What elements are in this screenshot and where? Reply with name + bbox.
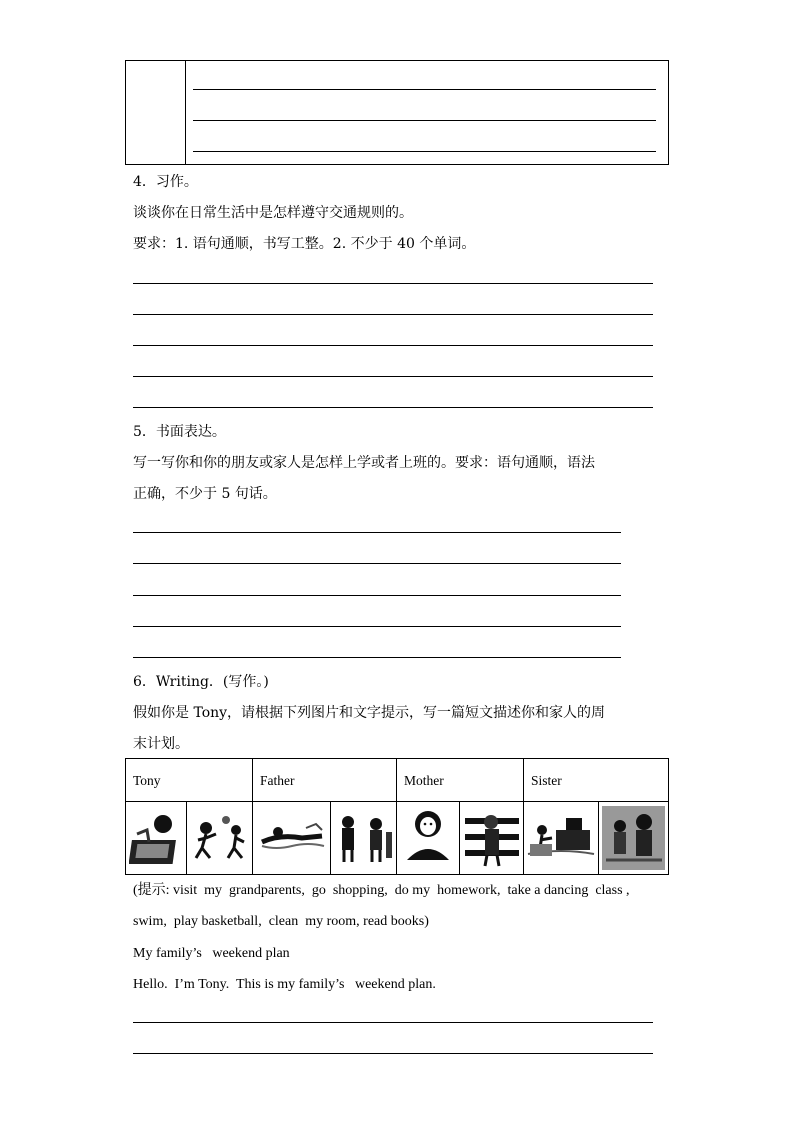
col-divider <box>252 758 253 875</box>
writing-line <box>133 1022 653 1023</box>
answer-table-divider <box>185 60 186 165</box>
q4-requirement: 要求：1. 语句通顺，书写工整。2. 不少于 40 个单词。 <box>133 236 476 252</box>
header-tony: Tony <box>133 773 161 788</box>
q6-prompt-line1: 假如你是 Tony，请根据下列图片和文字提示，写一篇短文描述你和家人的周 <box>133 705 606 721</box>
header-mother: Mother <box>404 773 444 788</box>
shopping-icon <box>526 804 596 872</box>
q6-hint-line2: swim, play basketball, clean my room, read books) <box>133 914 429 929</box>
answer-line <box>193 151 656 152</box>
swimming-icon <box>256 804 328 872</box>
woman-portrait-icon <box>399 804 457 872</box>
essay-title: My family’s weekend plan <box>133 946 290 961</box>
tablet-reading-icon <box>129 804 184 872</box>
writing-line <box>133 345 653 346</box>
header-father: Father <box>260 773 295 788</box>
q6-hint-line1: (提示: visit my grandparents, go shopping, do my homework, take a dancing class , <box>133 883 630 898</box>
writing-line <box>133 1053 653 1054</box>
essay-start: Hello. I’m Tony. This is my family’s weekend plan. <box>133 977 436 992</box>
q5-prompt-line1: 写一写你和你的朋友或家人是怎样上学或者上班的。要求：语句通顺，语法 <box>133 455 595 471</box>
sub-col-divider <box>459 801 460 875</box>
writing-line <box>133 657 621 658</box>
visiting-grandparents-icon <box>332 804 394 872</box>
q4-prompt: 谈谈你在日常生活中是怎样遵守交通规则的。 <box>133 205 413 221</box>
writing-line <box>133 283 653 284</box>
q5-prompt-line2: 正确，不少于 5 句话。 <box>133 486 277 502</box>
writing-line <box>133 376 653 377</box>
writing-line <box>133 595 621 596</box>
header-sister: Sister <box>531 773 562 788</box>
writing-line <box>133 407 653 408</box>
q5-title: 5．书面表达。 <box>133 424 226 440</box>
answer-line <box>193 89 656 90</box>
dancing-class-icon <box>600 804 667 872</box>
table-header-divider <box>125 801 669 802</box>
kids-playing-ball-icon <box>188 804 250 872</box>
writing-line <box>133 532 621 533</box>
answer-line <box>193 120 656 121</box>
writing-line <box>133 563 621 564</box>
answer-table-partial <box>125 60 669 165</box>
sub-col-divider <box>186 801 187 875</box>
col-divider <box>396 758 397 875</box>
writing-line <box>133 314 653 315</box>
q6-title: 6．Writing．(写作。) <box>133 674 269 690</box>
sub-col-divider <box>330 801 331 875</box>
q4-title: 4．习作。 <box>133 174 198 190</box>
sub-col-divider <box>598 801 599 875</box>
q6-prompt-line2: 末计划。 <box>133 736 189 752</box>
writing-line <box>133 626 621 627</box>
